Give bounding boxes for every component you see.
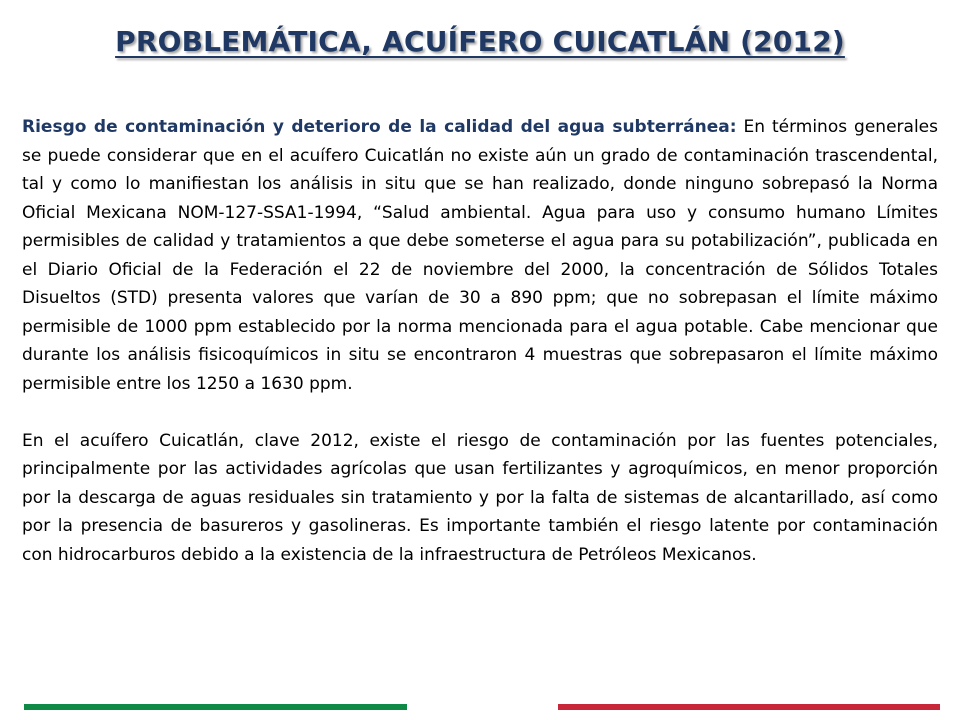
paragraph-lead-heading: Riesgo de contaminación y deterioro de la calidad del agua subterránea: xyxy=(22,117,737,137)
paragraph-text: En el acuífero Cuicatlán, clave 2012, existe el riesgo de contaminación por las fuentes potenciales, principalmente por las actividades agrícolas que usan fertilizantes y agroquímicos, en menor proporción por la descarga de aguas residuales sin tratamiento y por la falta de sistemas de alcantarillado, así como por la presencia de basureros y gasolineras. Es importante también el riesgo latente por contaminación con hidrocarburos debido a la existencia de la infraestructura de Petróleos Mexicanos. xyxy=(22,430,938,565)
paragraph-contamination-risk xyxy=(22,113,938,398)
red-footer-bar xyxy=(558,704,940,710)
slide-title-text: PROBLEMÁTICA, ACUÍFERO CUICATLÁN (2012) xyxy=(115,25,845,58)
slide-title xyxy=(0,22,960,62)
slide-body xyxy=(22,113,938,569)
paragraph-contamination-sources xyxy=(22,427,938,570)
paragraph-text: En términos generales se puede considerar que en el acuífero Cuicatlán no existe aún un grado de contaminación trascendental, tal y como lo manifiestan los análisis in situ que se han realizado, donde ninguno sobrepasó la Norma Oficial Mexicana NOM-127-SSA1-1994, “Salud ambiental. Agua para uso y consumo humano Límites permisibles de calidad y tratamientos a que debe someterse el agua para su potabilización”, publicada en el Diario Oficial de la Federación el 22 de noviembre del 2000, la concentración de Sólidos Totales Disueltos (STD) presenta valores que varían de 30 a 890 ppm; que no sobrepasan el límite máximo permisible de 1000 ppm establecido por la norma mencionada para el agua potable. Cabe mencionar que durante los análisis fisicoquímicos in situ se encontraron 4 muestras que sobrepasaron el límite máximo permisible entre los 1250 a 1630 ppm. xyxy=(22,117,938,394)
green-footer-bar xyxy=(24,704,407,710)
